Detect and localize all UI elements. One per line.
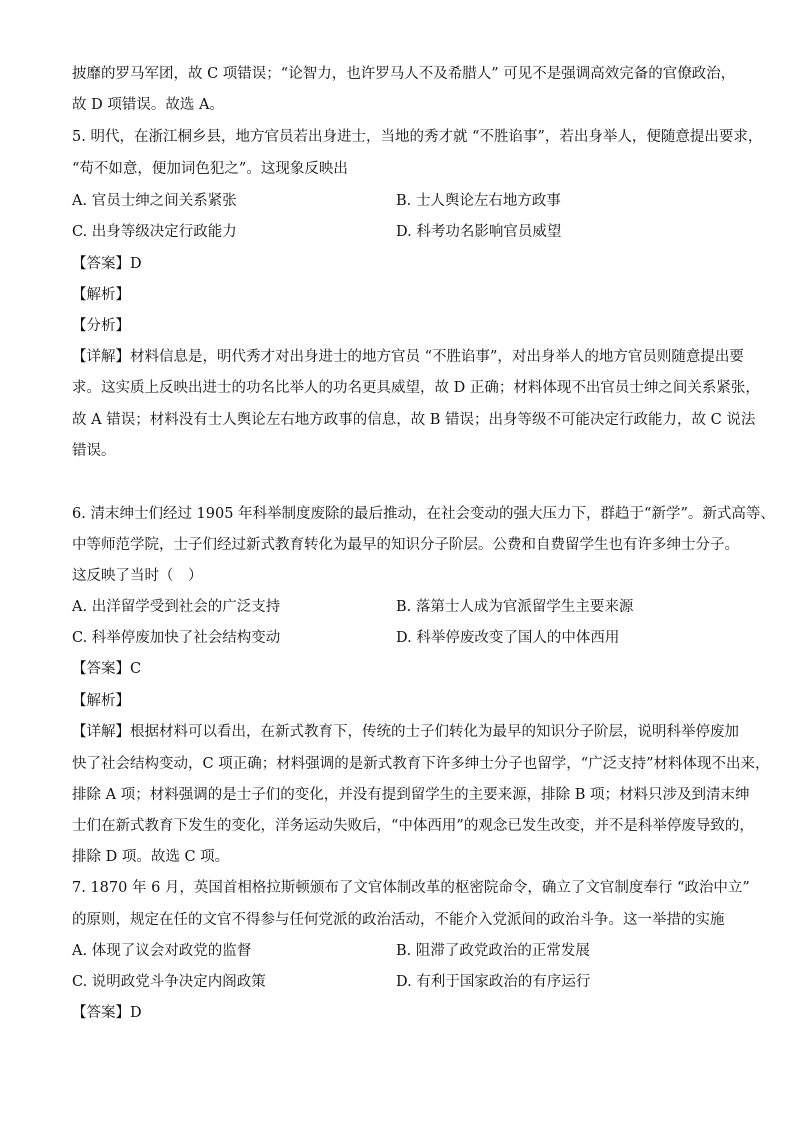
q6-stem: 这反映了当时（ ） xyxy=(72,568,203,584)
q5-stem: 5. 明代，在浙江桐乡县，地方官员若出身进士，当地的秀才就 “不胜谄事”，若出身举人，便随意提出要求， xyxy=(72,129,763,145)
q5-option-a: A. 官员士绅之间关系紧张 xyxy=(72,193,237,209)
q5-analysis-label: 【解析】 xyxy=(72,287,130,303)
q6-detail: 士们在新式教育下发生的变化，洋务运动失败后，“中体西用”的观念已发生改变，并不是科举停废导致的， xyxy=(72,818,754,834)
q5-detail: 【详解】材料信息是，明代秀才对出身进士的地方官员 “不胜谄事”，对出身举人的地方官员则随意提出要 xyxy=(72,349,744,365)
q7-option-a: A. 体现了议会对政党的监督 xyxy=(72,943,252,959)
q6-option-c: C. 科举停废加快了社会结构变动 xyxy=(72,630,281,646)
q7-option-c: C. 说明政党斗争决定内阁政策 xyxy=(72,974,266,990)
q6-detail: 【详解】根据材料可以看出，在新式教育下，传统的士子们转化为最早的知识分子阶层，说明科举停废加 xyxy=(72,724,739,740)
q7-option-b: B. 阻滞了政党政治的正常发展 xyxy=(396,943,590,959)
q6-detail: 快了社会结构变动，C 项正确；材料强调的是新式教育下许多绅士分子也留学，“广泛支持”材料体现不出来， xyxy=(72,756,770,772)
q5-detail: 故 A 错误；材料没有士人舆论左右地方政事的信息，故 B 错误；出身等级不可能决定行政能力，故 C 说法 xyxy=(72,412,756,428)
q6-detail: 排除 D 项。故选 C 项。 xyxy=(72,849,230,865)
q5-answer: 【答案】D xyxy=(72,256,142,272)
q5-option-c: C. 出身等级决定行政能力 xyxy=(72,224,237,240)
q7-stem: 7. 1870 年 6 月，英国首相格拉斯顿颁布了文官体制改革的枢密院命令，确立了文官制度奉行 “政治中立” xyxy=(72,880,750,896)
q6-option-d: D. 科举停废改变了国人的中体西用 xyxy=(396,630,620,646)
q6-answer: 【答案】C xyxy=(72,661,142,677)
q6-analysis-label: 【解析】 xyxy=(72,693,130,709)
q5-option-d: D. 科考功名影响官员威望 xyxy=(396,224,562,240)
q7-option-d: D. 有利于国家政治的有序运行 xyxy=(396,974,591,990)
q6-detail: 排除 A 项；材料强调的是士子们的变化，并没有提到留学生的主要来源，排除 B 项；材料只涉及到清末绅 xyxy=(72,787,750,803)
q7-answer: 【答案】D xyxy=(72,1005,142,1021)
q5-detail: 求。这实质上反映出进士的功名比举人的功名更具威望，故 D 正确；材料体现不出官员士绅之间关系紧张， xyxy=(72,380,760,396)
q6-stem: 中等师范学院，士子们经过新式教育转化为最早的知识分子阶层。公费和自费留学生也有许多绅士分子。 xyxy=(72,537,739,553)
q5-detail: 错误。 xyxy=(72,443,116,459)
q6-option-b: B. 落第士人成为官派留学生主要来源 xyxy=(396,599,634,615)
q6-option-a: A. 出洋留学受到社会的广泛支持 xyxy=(72,599,281,615)
q5-option-b: B. 士人舆论左右地方政事 xyxy=(396,193,561,209)
q5-fenxi-label: 【分析】 xyxy=(72,318,130,334)
intro-line: 故 D 项错误。故选 A。 xyxy=(72,97,224,113)
q7-stem: 的原则，规定在任的文官不得参与任何党派的政治活动，不能介入党派间的政治斗争。这一举措的实施 xyxy=(72,912,725,928)
intro-line: 披靡的罗马军团，故 C 项错误；“论智力，也许罗马人不及希腊人” 可见不是强调高效完备的官僚政治， xyxy=(72,66,736,82)
q6-stem: 6. 清末绅士们经过 1905 年科举制度废除的最后推动，在社会变动的强大压力下，群趋于“新学”。新式高等、 xyxy=(72,506,775,522)
q5-stem: “苟不如意，便加词色犯之”。这现象反映出 xyxy=(72,161,348,177)
